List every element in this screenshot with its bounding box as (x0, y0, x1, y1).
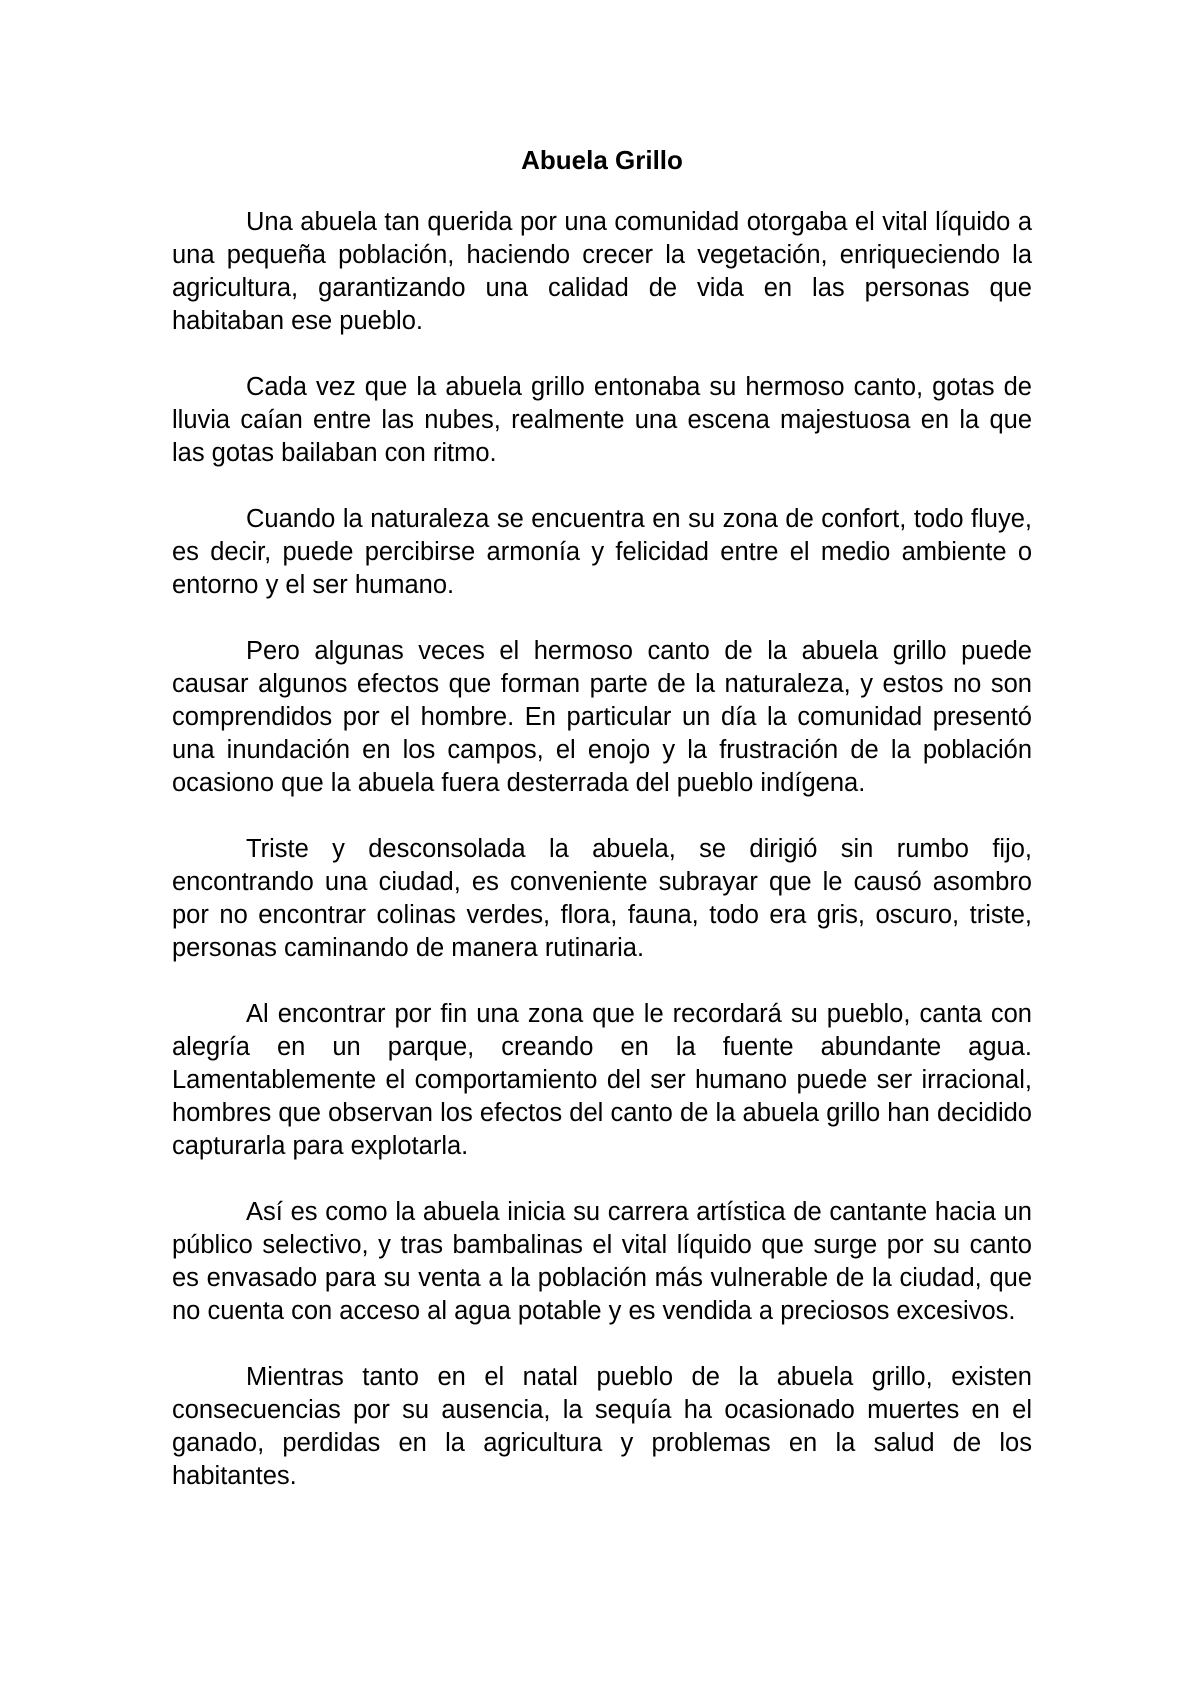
paragraph-6: Al encontrar por fin una zona que le recordará su pueblo, canta con alegría en un parque, creando en la fuente abundante agua. Lamentablemente el comportamiento del ser humano puede ser irracional, hombres que observan los efectos del canto de la abuela grillo han decidido capturarla para explotarla. (172, 1000, 1032, 1160)
paragraph-4: Pero algunas veces el hermoso canto de la abuela grillo puede causar algunos efectos que forman parte de la naturaleza, y estos no son comprendidos por el hombre. En particular un día la comunidad presentó una inundación en los campos, el enojo y la frustración de la población ocasiono que la abuela fuera desterrada del pueblo indígena. (172, 637, 1032, 797)
paragraph-5: Triste y desconsolada la abuela, se dirigió sin rumbo fijo, encontrando una ciudad, es conveniente subrayar que le causó asombro por no encontrar colinas verdes, flora, fauna, todo era gris, oscuro, triste, personas caminando de manera rutinaria. (172, 835, 1032, 962)
document-body (172, 206, 1032, 1526)
paragraph-3: Cuando la naturaleza se encuentra en su zona de confort, todo fluye, es decir, puede percibirse armonía y felicidad entre el medio ambiente o entorno y el ser humano. (172, 505, 1032, 599)
document-title: Abuela Grillo (521, 145, 683, 175)
paragraph-1: Una abuela tan querida por una comunidad otorgaba el vital líquido a una pequeña población, haciendo crecer la vegetación, enriqueciendo la agricultura, garantizando una calidad de vida en las personas que habitaban ese pueblo. (172, 208, 1032, 335)
paragraph-2: Cada vez que la abuela grillo entonaba su hermoso canto, gotas de lluvia caían entre las nubes, realmente una escena majestuosa en la que las gotas bailaban con ritmo. (172, 373, 1032, 467)
paragraph-8: Mientras tanto en el natal pueblo de la abuela grillo, existen consecuencias por su ausencia, la sequía ha ocasionado muertes en el ganado, perdidas en la agricultura y problemas en la salud de los habitantes. (172, 1363, 1032, 1490)
paragraph-7: Así es como la abuela inicia su carrera artística de cantante hacia un público selectivo, y tras bambalinas el vital líquido que surge por su canto es envasado para su venta a la población más vulnerable de la ciudad, que no cuenta con acceso al agua potable y es vendida a preciosos excesivos. (172, 1198, 1032, 1325)
document-page (172, 0, 1032, 1698)
